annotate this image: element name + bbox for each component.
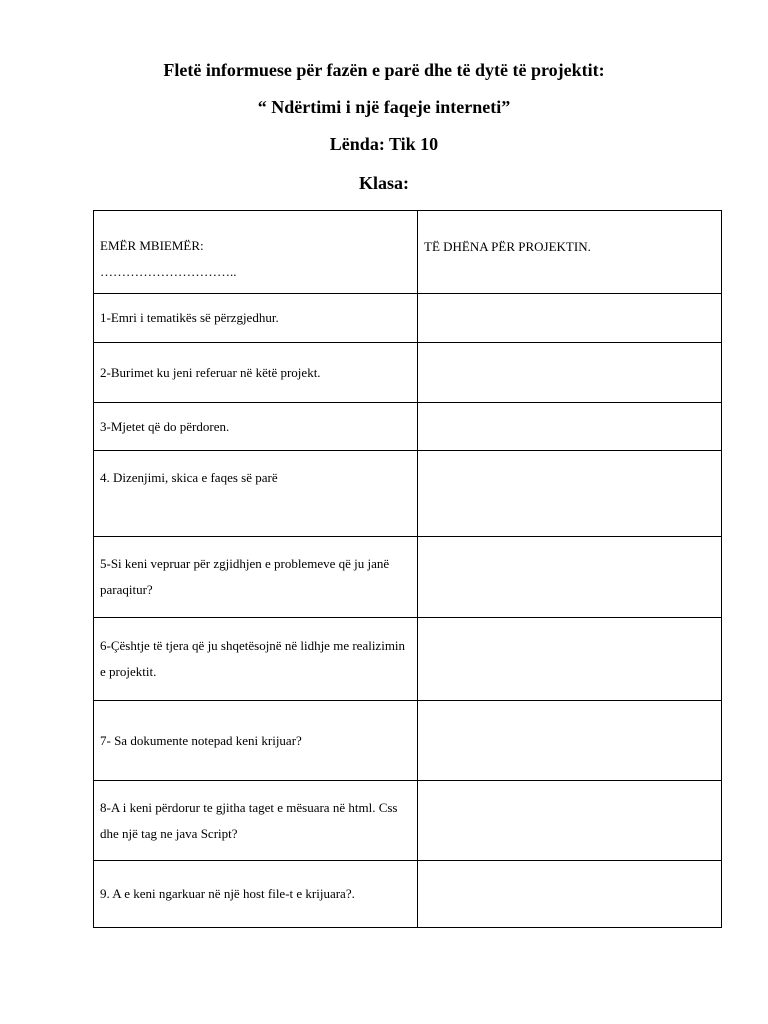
name-surname-label: EMËR MBIEMËR: (100, 238, 204, 253)
answer-2-field[interactable] (418, 343, 722, 403)
class-label: Klasa: (358, 173, 409, 193)
table-row (94, 781, 722, 861)
document-title: Fletë informuese për fazën e parë dhe të dytë të projektit: (163, 60, 605, 80)
table-row (94, 701, 722, 781)
name-surname-dots: ………………………….. (100, 264, 237, 279)
question-3: 3-Mjetet që do përdoren. (94, 403, 418, 451)
answer-1-field[interactable] (418, 294, 722, 343)
answer-3-field[interactable] (418, 403, 722, 451)
question-7: 7- Sa dokumente notepad keni krijuar? (94, 701, 418, 781)
question-2: 2-Burimet ku jeni referuar në këtë projekt. (94, 343, 418, 403)
table-row (94, 618, 722, 701)
project-info-table (93, 210, 722, 928)
subject-label: Lënda: Tik 10 (329, 134, 439, 154)
table-row (94, 294, 722, 343)
name-surname-cell (94, 211, 418, 294)
answer-4-field[interactable] (418, 451, 722, 537)
question-9: 9. A e keni ngarkuar në një host file-t e krijuara?. (94, 861, 418, 928)
table-row (94, 403, 722, 451)
table-row (94, 343, 722, 403)
project-data-header: TË DHËNA PËR PROJEKTIN. (418, 211, 722, 294)
question-4: 4. Dizenjimi, skica e faqes së parë (94, 451, 418, 537)
answer-6-field[interactable] (418, 618, 722, 701)
table-row (94, 451, 722, 537)
table-row (94, 861, 722, 928)
table-row (94, 537, 722, 618)
question-8: 8-A i keni përdorur te gjitha taget e mësuara në html. Css dhe një tag ne java Script? (94, 781, 418, 861)
answer-7-field[interactable] (418, 701, 722, 781)
question-5: 5-Si keni vepruar për zgjidhjen e problemeve që ju janë paraqitur? (94, 537, 418, 618)
answer-9-field[interactable] (418, 861, 722, 928)
answer-8-field[interactable] (418, 781, 722, 861)
table-header-row (94, 211, 722, 294)
answer-5-field[interactable] (418, 537, 722, 618)
question-1: 1-Emri i tematikës së përzgjedhur. (94, 294, 418, 343)
question-6: 6-Çështje të tjera që ju shqetësojnë në lidhje me realizimin e projektit. (94, 618, 418, 701)
project-title: “ Ndërtimi i një faqeje interneti” (257, 97, 511, 117)
